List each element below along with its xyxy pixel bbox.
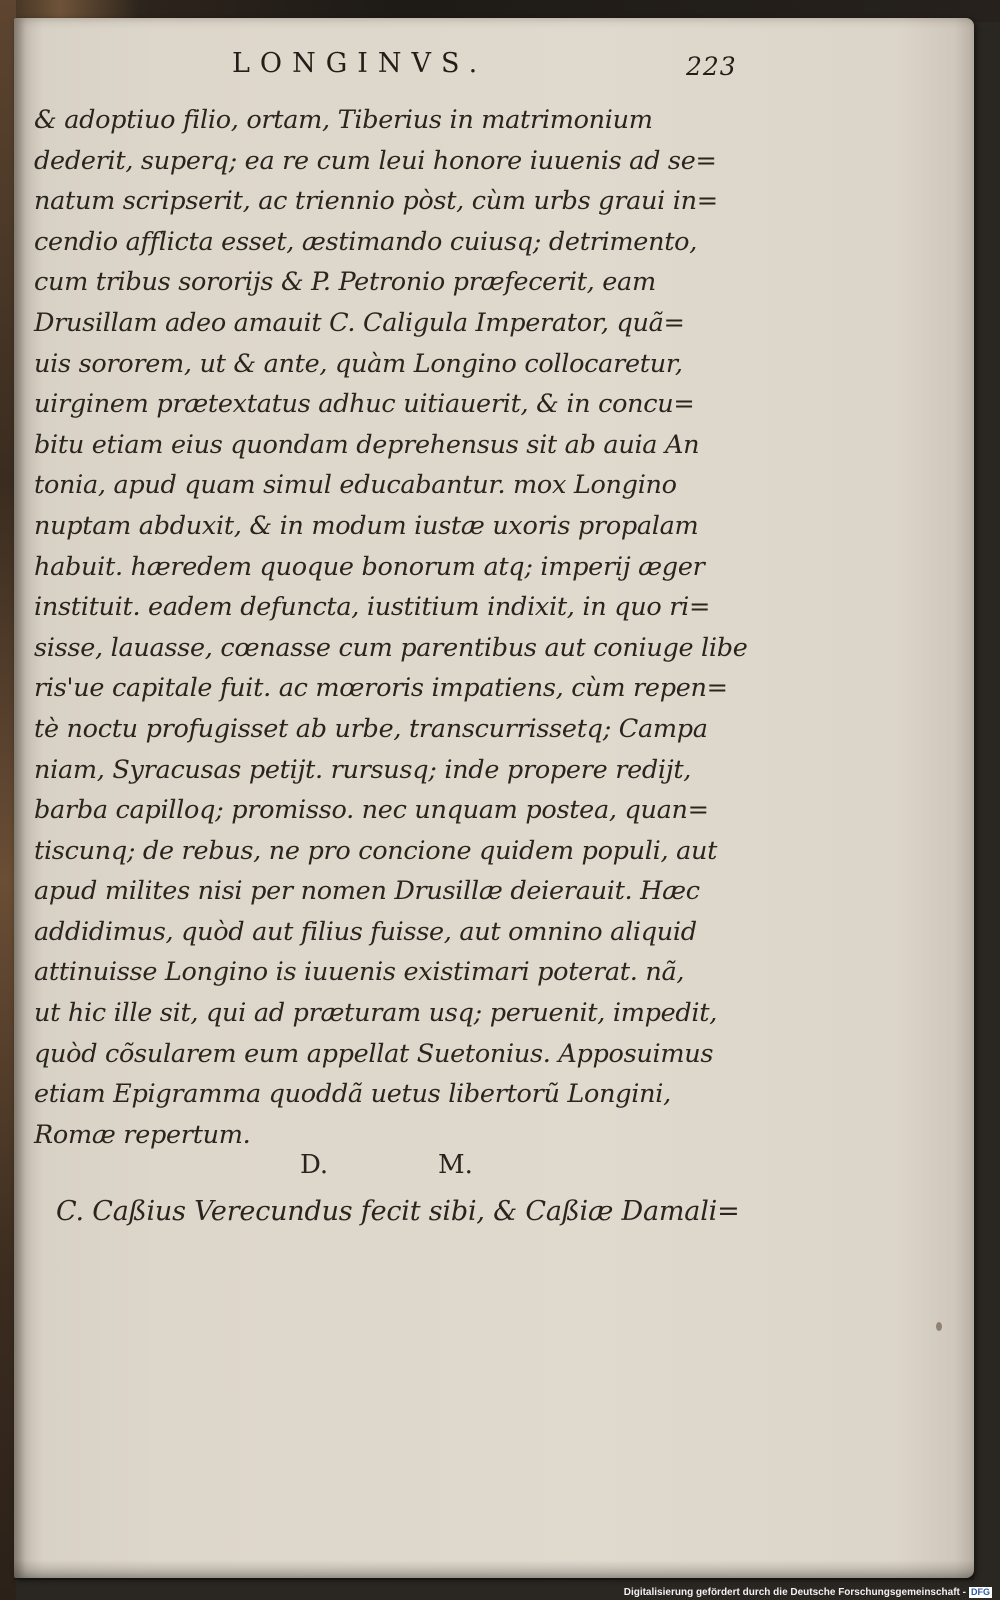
text-line: barba capilloq; promisso. nec unquam postea, quan= [34,795,709,826]
text-line: tiscunq; de rebus, ne pro concione quidem populi, aut [34,835,718,866]
text-line: Drusillam adeo amauit C. Caligula Imperator, quã= [34,307,685,338]
paper-speck [936,1322,942,1331]
text-line: bitu etiam eius quondam deprehensus sit ab auia An [34,429,700,460]
text-line: cum tribus sororijs & P. Petronio præfecerit, eam [34,267,656,298]
inscription-text: C. Caßius Verecundus fecit sibi, & Caßiæ Damali= [56,1196,740,1227]
text-line: niam, Syracusas petijt. rursusq; inde propere redijt, [34,754,692,785]
text-line: apud milites nisi per nomen Drusillæ deierauit. Hæc [34,876,700,907]
text-line: attinuisse Longino is iuuenis existimari poterat. nã, [34,957,685,988]
text-line: cendio afflicta esset, æstimando cuiusq; detrimento, [34,226,698,257]
text-line: nuptam abduxit, & in modum iustæ uxoris propalam [34,510,699,541]
running-head [0,48,1000,88]
text-line: ut hic ille sit, qui ad præturam usq; peruenit, impedit, [34,998,718,1029]
text-line: instituit. eadem defuncta, iustitium indixit, in quo ri= [34,592,711,623]
text-line: uirginem prætextatus adhuc uitiauerit, & in concu= [34,389,695,420]
text-line: tonia, apud quam simul educabantur. mox Longino [34,470,677,501]
text-line: ris'ue capitale fuit. ac mœroris impatiens, cùm repen= [34,673,728,704]
inscription-letter-d: D. [300,1150,329,1180]
digitization-credit [624,1587,992,1598]
inscription-heading [300,1150,600,1190]
running-title: LONGINVS. [232,48,488,79]
text-line: dederit, superq; ea re cum leui honore iuuenis ad se= [34,145,717,176]
text-line: natum scripserit, ac triennio pòst, cùm urbs graui in= [34,186,718,217]
text-line: etiam Epigramma quoddã uetus libertorũ Longini, [34,1079,671,1110]
text-line: tè noctu profugisset ab urbe, transcurrissetq; Campa [34,713,708,744]
text-line: & adoptiuo filio, ortam, Tiberius in matrimonium [34,105,653,135]
text-line: sisse, lauasse, cœnasse cum parentibus aut coniuge libe [34,632,748,663]
text-line: uis sororem, ut & ante, quàm Longino collocaretur, [34,348,683,379]
body-text [34,100,748,1155]
text-line: addidimus, quòd aut filius fuisse, aut omnino aliquid [34,916,697,947]
page-bottom-shadow [14,1560,974,1580]
text-line: Romæ repertum. [34,1119,251,1150]
page-number: 223 [686,52,737,81]
inscription-letter-m: M. [438,1150,473,1180]
dfg-logo: DFG [971,1586,990,1597]
text-line: habuit. hæredem quoque bonorum atq; imperij æger [34,551,705,582]
credit-text: Digitalisierung gefördert durch die Deutsche Forschungsgemeinschaft - [623,1587,966,1598]
text-line: quòd cõsularem eum appellat Suetonius. Apposuimus [34,1038,714,1069]
